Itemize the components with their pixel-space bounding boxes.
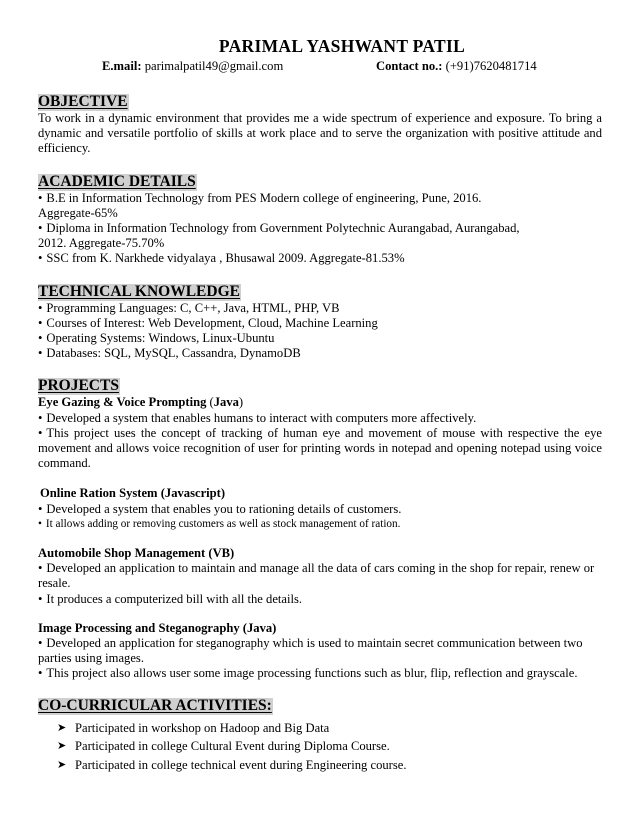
project-language: Java (213, 395, 239, 410)
project-point: • Developed a system that enables you to rationing details of customers. (38, 502, 602, 517)
project-item (38, 621, 602, 682)
list-item (38, 737, 602, 755)
technical-item: • Programming Languages: C, C++, Java, HTML, PHP, VB (38, 301, 602, 316)
email-label: E.mail: (102, 59, 142, 73)
candidate-name: PARIMAL YASHWANT PATIL (218, 36, 466, 56)
email-line (102, 59, 283, 74)
academic-item (38, 191, 602, 221)
arrow-bullet-icon: ➤ (57, 721, 67, 734)
project-point: • This project also allows user some image processing functions such as blur, flip, reflection and grayscale. (38, 666, 602, 681)
activity-text: Participated in college technical event during Engineering course. (75, 757, 407, 772)
academic-section (38, 174, 602, 267)
academic-line: • B.E in Information Technology from PES Modern college of engineering, Pune, 2016. (38, 191, 602, 206)
technical-heading: TECHNICAL KNOWLEDGE (38, 282, 240, 300)
objective-text: To work in a dynamic environment that provides me a wide spectrum of experience and exposure. To bring a dynamic and versatile portfolio of skills at work place and to serve the organization with positive attitude and efficiency. (38, 111, 602, 156)
technical-section (38, 284, 602, 362)
project-title: Image Processing and Steganography (Java) (38, 620, 277, 635)
project-point: • This project uses the concept of tracking of human eye and movement of mouse with respective the eye movement and allows voice recognition of user for printing words in notepad and opening notepad using voice command. (38, 426, 602, 472)
project-point: • Developed an application for steganography which is used to maintain secret communication between two parties using images. (38, 636, 602, 666)
project-item (38, 486, 602, 532)
cocurricular-list (38, 719, 602, 774)
list-item (38, 719, 602, 737)
academic-line: • SSC from K. Narkhede vidyalaya , Bhusawal 2009. Aggregate-81.53% (38, 251, 602, 266)
contact-value: (+91)7620481714 (445, 59, 537, 73)
academic-item (38, 221, 602, 251)
project-point: • It produces a computerized bill with all the details. (38, 592, 602, 607)
project-point: • Developed a system that enables humans to interact with computers more affectively. (38, 411, 602, 426)
contact-row (38, 59, 602, 75)
contact-label: Contact no.: (376, 59, 443, 73)
technical-item: • Courses of Interest: Web Development, Cloud, Machine Learning (38, 316, 602, 331)
project-point: • It allows adding or removing customers as well as stock management of ration. (38, 517, 602, 532)
academic-line: 2012. Aggregate-75.70% (38, 236, 165, 251)
project-item (38, 546, 602, 607)
projects-section (38, 378, 602, 681)
objective-heading: OBJECTIVE (38, 93, 128, 110)
activity-text: Participated in workshop on Hadoop and Big Data (75, 720, 330, 735)
project-item (38, 395, 602, 471)
project-title: Eye Gazing & Voice Prompting (38, 395, 207, 410)
academic-heading: ACADEMIC DETAILS (38, 172, 196, 190)
resume-page (38, 36, 602, 774)
academic-item (38, 251, 602, 266)
cocurricular-section (38, 698, 602, 774)
project-title-line: Eye Gazing & Voice Prompting (Java) (38, 395, 244, 410)
project-title: Automobile Shop Management (VB) (38, 546, 235, 561)
arrow-bullet-icon: ➤ (57, 758, 67, 771)
projects-heading: PROJECTS (38, 377, 119, 395)
activity-text: Participated in college Cultural Event during Diploma Course. (75, 739, 390, 754)
email-value: parimalpatil49@gmail.com (144, 59, 284, 73)
project-point: • Developed an application to maintain and manage all the data of cars coming in the shop for repair, renew or resale. (38, 561, 602, 591)
academic-line: Aggregate-65% (38, 205, 118, 220)
cocurricular-heading: CO-CURRICULAR ACTIVITIES: (38, 696, 272, 714)
technical-item: • Databases: SQL, MySQL, Cassandra, DynamoDB (38, 346, 602, 361)
list-item (38, 756, 602, 774)
technical-item: • Operating Systems: Windows, Linux-Ubuntu (38, 331, 602, 346)
project-title: Online Ration System (Javascript) (40, 486, 226, 501)
objective-section (38, 94, 602, 157)
academic-line: • Diploma in Information Technology from Government Polytechnic Aurangabad, Aurangabad, (38, 221, 602, 236)
arrow-bullet-icon: ➤ (57, 740, 67, 753)
phone-line (376, 59, 537, 74)
